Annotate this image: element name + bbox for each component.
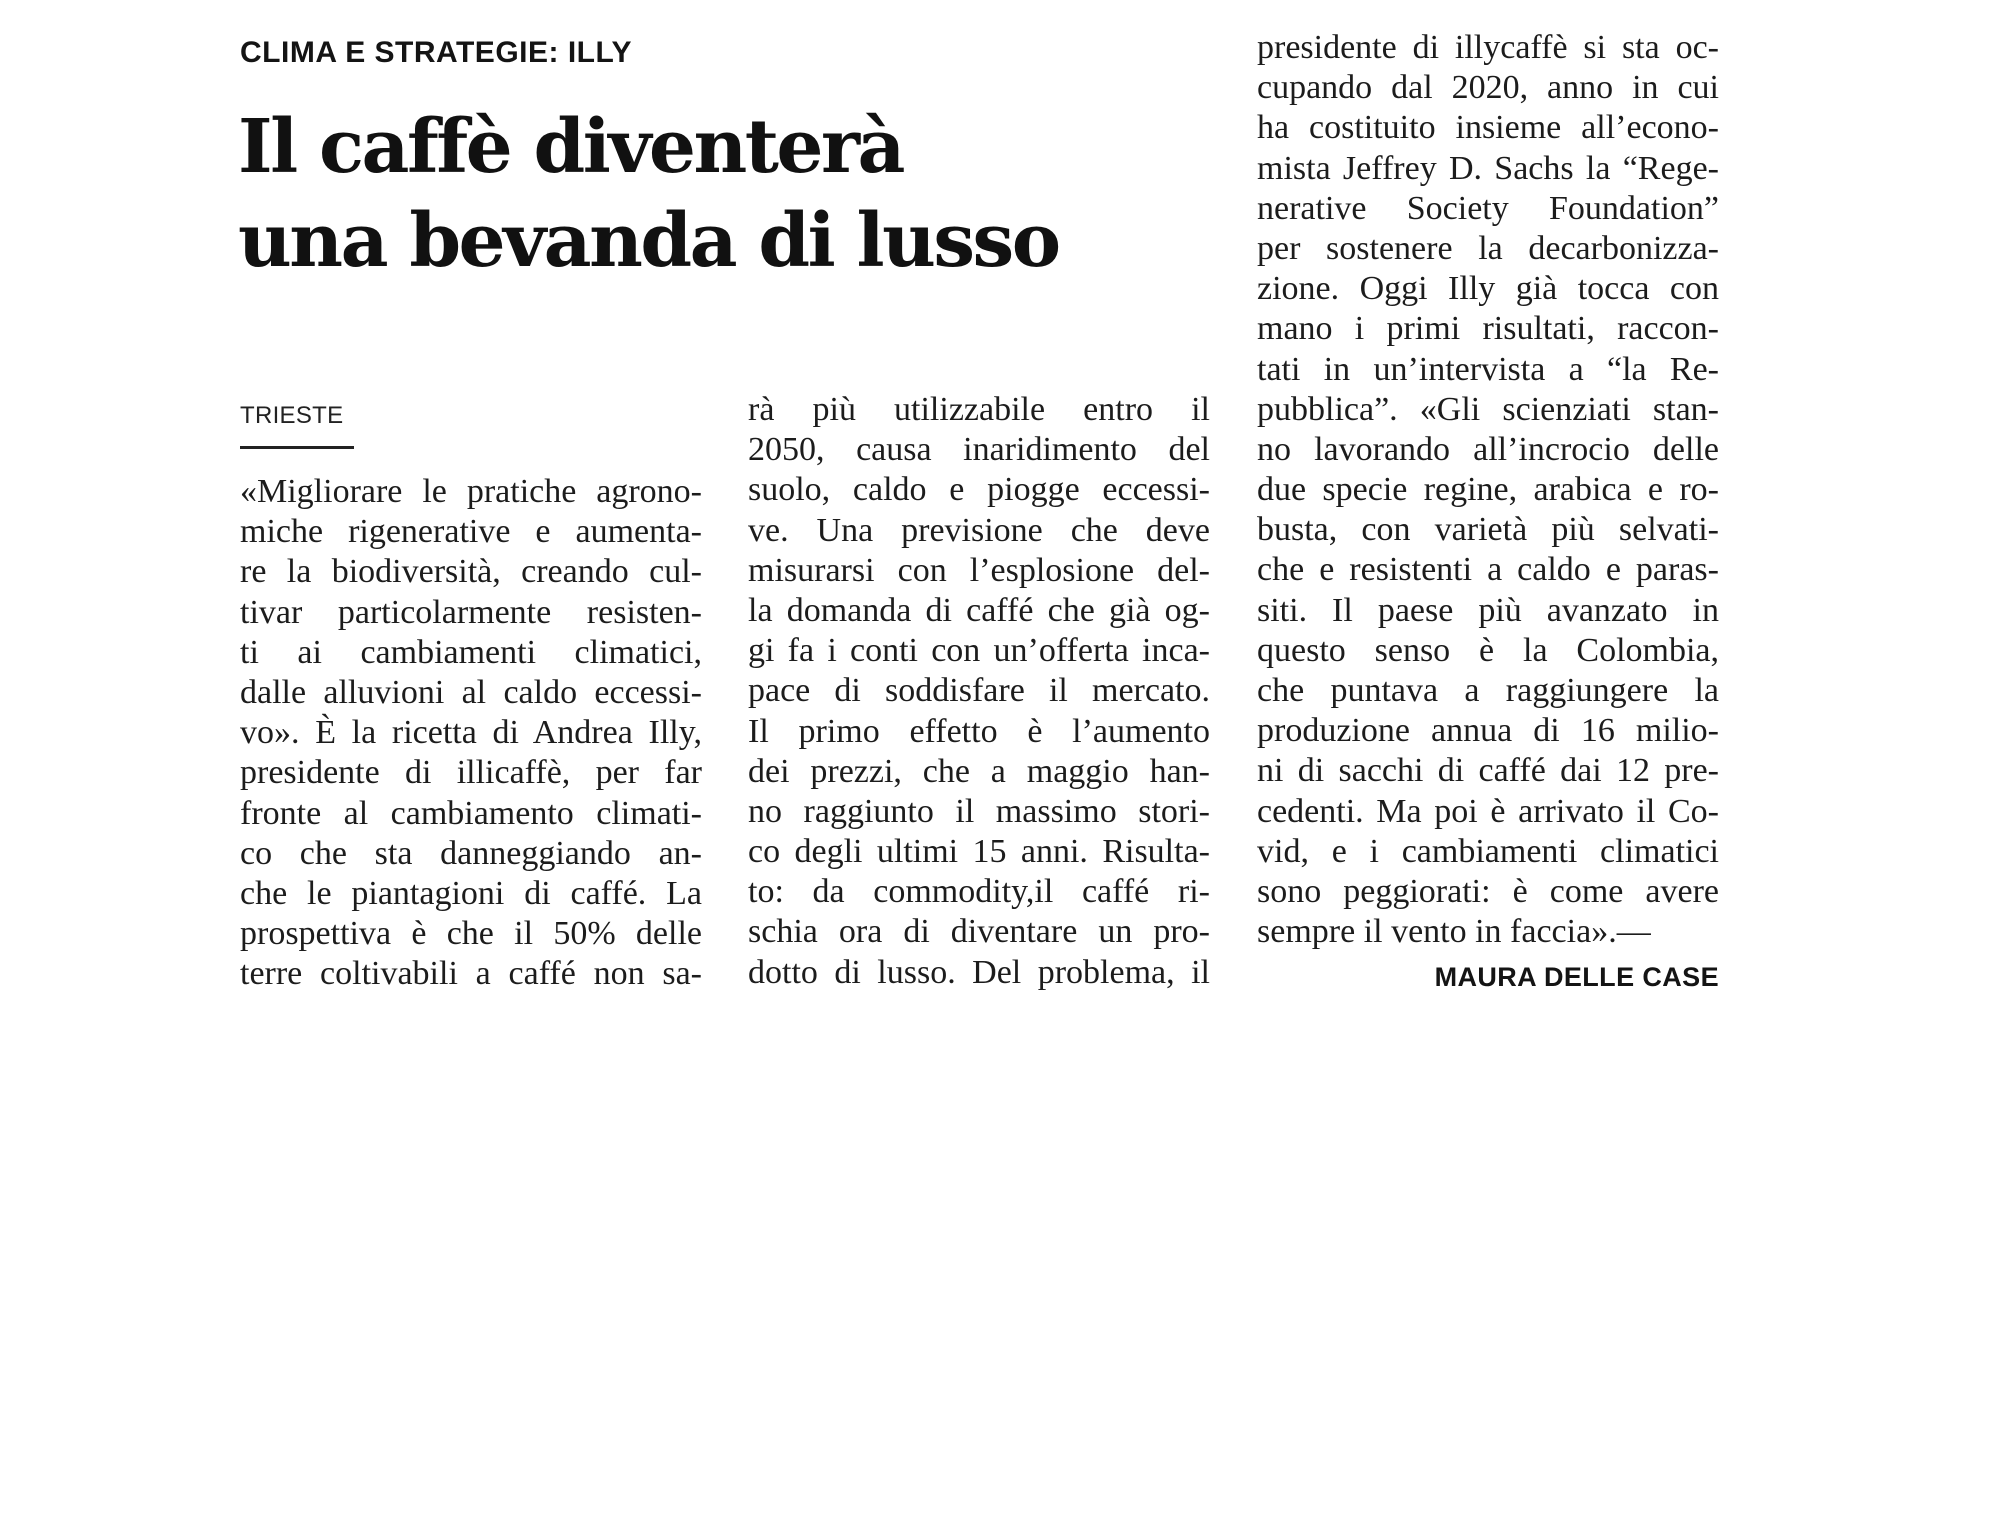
article-headline — [238, 100, 1138, 288]
text-line: che e resistenti a caldo e paras- — [1257, 551, 1719, 589]
text-line: suolo, caldo e piogge eccessi- — [748, 471, 1210, 509]
text-line: la domanda di caffé che già og- — [748, 591, 1210, 629]
text-line: no raggiunto il massimo stori- — [748, 792, 1210, 830]
text-line: ni di sacchi di caffé dai 12 pre- — [1257, 752, 1719, 790]
text-line: rà più utilizzabile entro il — [748, 391, 1210, 428]
text-line: tivar particolarmente resisten- — [240, 593, 702, 631]
article-dateline: TRIESTE — [240, 402, 344, 429]
headline-line: una bevanda di lusso — [238, 198, 1059, 284]
text-line: tati in un’intervista a “la Re- — [1257, 350, 1719, 388]
text-line: mista Jeffrey D. Sachs la “Rege- — [1257, 149, 1719, 187]
text-line: mano i primi risultati, raccon- — [1257, 310, 1719, 348]
text-line: pace di soddisfare il mercato. — [748, 672, 1210, 710]
text-column-2 — [748, 390, 1210, 993]
text-line: siti. Il paese più avanzato in — [1257, 591, 1719, 629]
text-line: co degli ultimi 15 anni. Risulta- — [748, 833, 1210, 871]
article-byline: MAURA DELLE CASE — [1434, 962, 1719, 992]
text-line: per sostenere la decarbonizza- — [1257, 229, 1719, 267]
article-kicker: CLIMA E STRATEGIE: ILLY — [240, 36, 633, 69]
text-line: sempre il vento in faccia».— — [1257, 913, 1651, 951]
text-line: co che sta danneggiando an- — [240, 834, 702, 872]
text-line: gi fa i conti con un’offerta inca- — [748, 632, 1210, 670]
text-line: due specie regine, arabica e ro- — [1257, 471, 1719, 509]
text-line: dotto di lusso. Del problema, il — [748, 953, 1210, 991]
text-line: busta, con varietà più selvati- — [1257, 511, 1719, 549]
text-line: presidente di illicaffè, per far — [240, 754, 702, 792]
text-line: ve. Una previsione che deve — [748, 511, 1210, 549]
text-line: fronte al cambiamento climati- — [240, 794, 702, 832]
text-line: questo senso è la Colombia, — [1257, 631, 1719, 669]
text-line: dei prezzi, che a maggio han- — [748, 752, 1210, 790]
headline-line: Il caffè diventerà — [238, 104, 903, 190]
text-column-3 — [1257, 28, 1719, 952]
text-line: dalle alluvioni al caldo eccessi- — [240, 673, 702, 711]
text-line: to: da commodity,il caffé ri- — [748, 873, 1210, 911]
text-line: produzione annua di 16 milio- — [1257, 712, 1719, 750]
text-line: che le piantagioni di caffé. La — [240, 874, 702, 912]
text-line: miche rigenerative e aumenta- — [240, 513, 702, 551]
text-line: terre coltivabili a caffé non sa- — [240, 955, 702, 993]
text-line: «Migliorare le pratiche agrono- — [240, 473, 702, 510]
text-line: cedenti. Ma poi è arrivato il Co- — [1257, 792, 1719, 830]
text-line: nerative Society Foundation” — [1257, 189, 1719, 227]
text-line: no lavorando all’incrocio delle — [1257, 430, 1719, 468]
dateline-divider — [240, 446, 354, 449]
text-line: che puntava a raggiungere la — [1257, 672, 1719, 709]
text-line: vo». È la ricetta di Andrea Illy, — [240, 714, 702, 752]
text-line: re la biodiversità, creando cul- — [240, 553, 702, 591]
text-line: 2050, causa inaridimento del — [748, 431, 1210, 469]
text-line: schia ora di diventare un pro- — [748, 913, 1210, 951]
text-line: sono peggiorati: è come avere — [1257, 872, 1719, 910]
text-line: pubblica”. «Gli scienziati stan- — [1257, 390, 1719, 428]
text-line: Il primo effetto è l’aumento — [748, 712, 1210, 750]
text-column-1 — [240, 472, 702, 994]
text-line: ha costituito insieme all’econo- — [1257, 109, 1719, 147]
text-line: prospettiva è che il 50% delle — [240, 915, 702, 953]
text-line: cupando dal 2020, anno in cui — [1257, 69, 1719, 107]
text-line: ti ai cambiamenti climatici, — [240, 633, 702, 671]
text-line: vid, e i cambiamenti climatici — [1257, 832, 1719, 870]
text-line: misurarsi con l’esplosione del- — [748, 551, 1210, 589]
text-line: zione. Oggi Illy già tocca con — [1257, 270, 1719, 308]
text-line: presidente di illycaffè si sta oc- — [1257, 29, 1719, 66]
